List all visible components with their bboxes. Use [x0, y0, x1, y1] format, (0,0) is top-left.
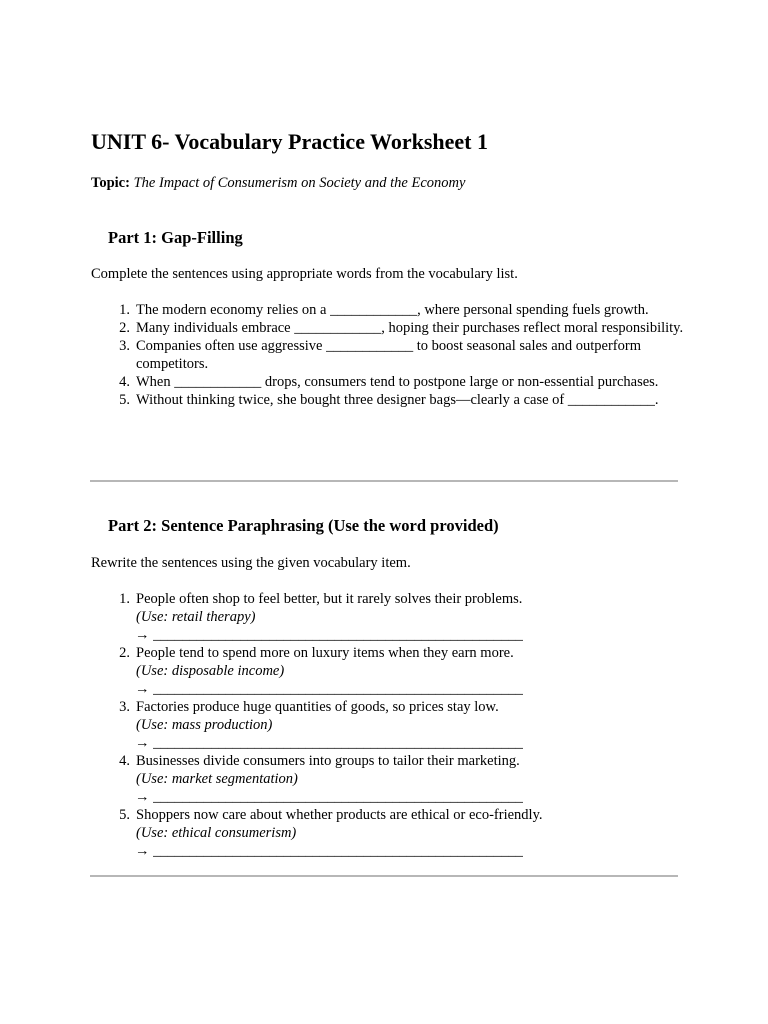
- answer-line: → ___________________________________________________: [135, 627, 523, 643]
- list-item: [119, 319, 684, 337]
- part1-heading: Part 1: Gap-Filling: [108, 228, 243, 247]
- part1-instruction: Complete the sentences using appropriate words from the vocabulary list.: [91, 266, 518, 282]
- use-hint: (Use: market segmentation): [136, 771, 298, 787]
- section-divider: [90, 480, 678, 482]
- list-item: [119, 806, 684, 860]
- use-hint: (Use: ethical consumerism): [136, 825, 297, 841]
- item-number: 5.: [119, 807, 130, 823]
- list-item: [119, 752, 684, 806]
- item-text: When ____________ drops, consumers tend to postpone large or non-essential purchases.: [136, 374, 659, 390]
- answer-line: → ___________________________________________________: [135, 681, 523, 697]
- item-number: 1.: [119, 302, 130, 318]
- item-number: 1.: [119, 591, 130, 607]
- topic-text: The Impact of Consumerism on Society and the Economy: [133, 175, 466, 191]
- item-number: 4.: [119, 753, 130, 769]
- item-number: 2.: [119, 320, 130, 336]
- item-number: 3.: [119, 338, 130, 354]
- item-number: 4.: [119, 374, 130, 390]
- list-item: [119, 391, 684, 409]
- item-number: 2.: [119, 645, 130, 661]
- list-item: [119, 337, 684, 373]
- answer-line: → ___________________________________________________: [135, 843, 523, 859]
- use-hint: (Use: retail therapy): [136, 609, 256, 625]
- item-text: Companies often use aggressive ____________ to boost seasonal sales and outperform competitors.: [136, 338, 641, 372]
- item-text: Many individuals embrace ____________, hoping their purchases reflect moral responsibility.: [136, 320, 684, 336]
- item-text: Without thinking twice, she bought three designer bags—clearly a case of ____________.: [136, 392, 659, 408]
- item-text: Factories produce huge quantities of goods, so prices stay low.: [136, 699, 499, 715]
- item-text: Businesses divide consumers into groups to tailor their marketing.: [136, 753, 520, 769]
- item-text: Shoppers now care about whether products are ethical or eco-friendly.: [136, 807, 543, 823]
- gap-filling-list: [119, 301, 684, 409]
- item-text: People tend to spend more on luxury items when they earn more.: [136, 645, 514, 661]
- topic-line: [91, 174, 465, 192]
- list-item: [119, 301, 684, 319]
- paraphrasing-list: [119, 590, 684, 860]
- item-number: 5.: [119, 392, 130, 408]
- use-hint: (Use: mass production): [136, 717, 273, 733]
- topic-label: Topic:: [91, 175, 130, 191]
- list-item: [119, 590, 684, 644]
- list-item: [119, 373, 684, 391]
- list-item: [119, 644, 684, 698]
- item-text: The modern economy relies on a ____________, where personal spending fuels growth.: [136, 302, 649, 318]
- answer-line: → ___________________________________________________: [135, 735, 523, 751]
- part2-instruction: Rewrite the sentences using the given vocabulary item.: [91, 555, 411, 571]
- answer-line: → ___________________________________________________: [135, 789, 523, 805]
- item-text: People often shop to feel better, but it rarely solves their problems.: [136, 591, 523, 607]
- item-number: 3.: [119, 699, 130, 715]
- part2-heading: Part 2: Sentence Paraphrasing (Use the word provided): [108, 516, 499, 535]
- use-hint: (Use: disposable income): [136, 663, 285, 679]
- page-title: UNIT 6- Vocabulary Practice Worksheet 1: [91, 129, 488, 154]
- list-item: [119, 698, 684, 752]
- section-divider: [90, 875, 678, 877]
